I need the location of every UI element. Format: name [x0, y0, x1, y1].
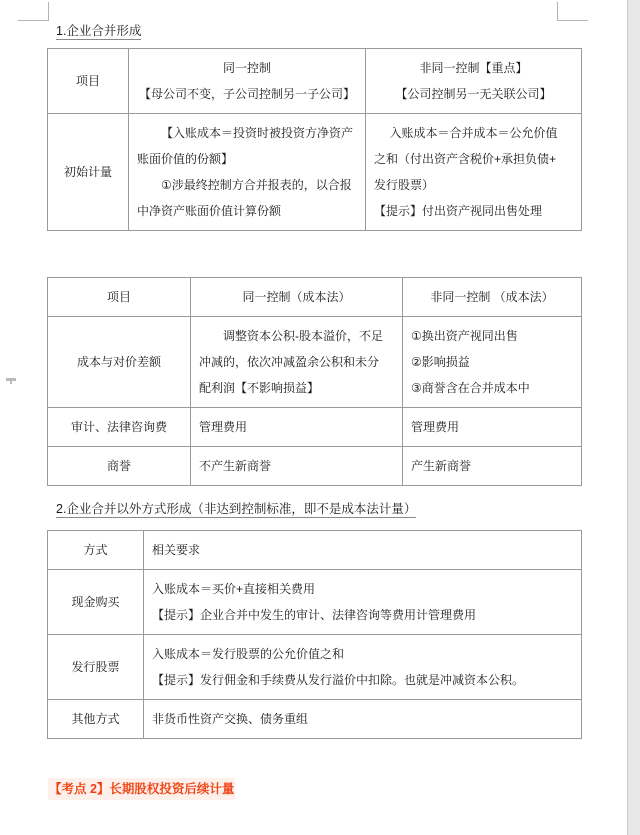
t1-same-line2: 账面价值的份额】 [137, 152, 234, 166]
page-edge-strip [628, 0, 640, 835]
left-margin-tick-marker [6, 378, 16, 381]
t2-header-item: 项目 [48, 278, 191, 317]
t1-non-line3: 发行股票） [374, 178, 435, 192]
section-1-heading-text: 1.企业合并形成 [56, 24, 142, 38]
t3-row1-line1: 入账成本＝发行股票的公允价值之和 [152, 647, 345, 661]
t1-non-line1: 入账成本＝合并成本＝公允价值 [389, 126, 558, 140]
t1-row-initial-measurement-same-control [129, 114, 366, 231]
t2-header-non-same-control: 非同一控制 （成本法） [403, 278, 582, 317]
t2-row0-non-same-control [403, 317, 582, 408]
table-cost-method-comparison [47, 277, 582, 486]
t2-row0-non-line2: ②影响损益 [411, 355, 470, 369]
t3-row0-requirement [144, 570, 582, 635]
crop-mark-top-right [557, 2, 588, 21]
table-row [48, 278, 582, 317]
t1-non-line4: 【提示】付出资产视同出售处理 [374, 204, 543, 218]
t3-row1-line2: 【提示】发行佣金和手续费从发行溢价中扣除。也就是冲减资本公积。 [152, 673, 525, 687]
table-row [48, 700, 582, 739]
t2-row0-label: 成本与对价差额 [48, 317, 191, 408]
t1-header-same-control [129, 49, 366, 114]
t2-row1-label: 审计、法律咨询费 [48, 408, 191, 447]
t3-row0-line2: 【提示】企业合并中发生的审计、法律咨询等费用计管理费用 [152, 608, 477, 622]
table-non-combination-methods [47, 530, 582, 739]
table-row [48, 408, 582, 447]
t2-row0-non-line3: ③商誉含在合并成本中 [411, 381, 530, 395]
t1-same-line3: ①涉最终控制方合并报表的，以合报 [161, 178, 352, 192]
table-row [48, 570, 582, 635]
table-row [48, 447, 582, 486]
t2-row1-same-control: 管理费用 [191, 408, 403, 447]
table-row [48, 114, 582, 231]
t1-same-line4: 中净资产账面价值计算份额 [137, 204, 282, 218]
table-row [48, 49, 582, 114]
t1-same-line1: 【入账成本＝投资时被投资方净资产 [161, 126, 354, 140]
section-1-heading [56, 22, 141, 40]
t2-row2-non-same-control: 产生新商誉 [403, 447, 582, 486]
t2-row0-same-line2: 冲减的，依次冲减盈余公积和未分 [199, 355, 380, 369]
t1-header-non-same-control-line1: 非同一控制【重点】 [419, 61, 528, 75]
t3-row1-requirement [144, 635, 582, 700]
keypoint-block [48, 778, 235, 800]
t3-row0-line1: 入账成本＝买价+直接相关费用 [152, 582, 316, 596]
t2-row0-same-control [191, 317, 403, 408]
t2-row0-same-line1: 调整资本公积-股本溢价，不足 [223, 329, 383, 343]
keypoint-text: 【考点 2】长期股权投资后续计量 [48, 778, 235, 800]
t1-header-non-same-control [366, 49, 582, 114]
page-edge-line [627, 0, 628, 835]
t2-header-same-control: 同一控制（成本法） [191, 278, 403, 317]
table-row [48, 531, 582, 570]
t2-row1-non-same-control: 管理费用 [403, 408, 582, 447]
table-combination-formation [47, 48, 582, 231]
t1-non-line2: 之和（付出资产含税价+承担负债+ [374, 152, 557, 166]
t3-row2-label: 其他方式 [48, 700, 144, 739]
table-row [48, 635, 582, 700]
t2-row2-same-control: 不产生新商誉 [191, 447, 403, 486]
t1-header-non-same-control-line2: 【公司控制另一无关联公司】 [395, 87, 552, 101]
t1-row-initial-measurement-label: 初始计量 [48, 114, 129, 231]
t1-header-same-control-line1: 同一控制 [222, 61, 271, 75]
table-row [48, 317, 582, 408]
t3-header-requirement: 相关要求 [144, 531, 582, 570]
t3-row0-label: 现金购买 [48, 570, 144, 635]
t3-row1-label: 发行股票 [48, 635, 144, 700]
t2-row2-label: 商誉 [48, 447, 191, 486]
section-2-heading [56, 500, 416, 518]
t1-row-initial-measurement-non-same-control [366, 114, 582, 231]
t3-row2-requirement: 非货币性资产交换、债务重组 [144, 700, 582, 739]
t2-row0-non-line1: ①换出资产视同出售 [411, 329, 518, 343]
t1-header-same-control-line2: 【母公司不变，子公司控制另一子公司】 [138, 87, 355, 101]
crop-mark-top-left [18, 2, 49, 21]
section-2-heading-text: 2.企业合并以外方式形成（非达到控制标准，即不是成本法计量） [56, 502, 417, 516]
t3-header-method: 方式 [48, 531, 144, 570]
t2-row0-same-line3: 配利润【不影响损益】 [199, 381, 320, 395]
t1-header-item: 项目 [48, 49, 129, 114]
